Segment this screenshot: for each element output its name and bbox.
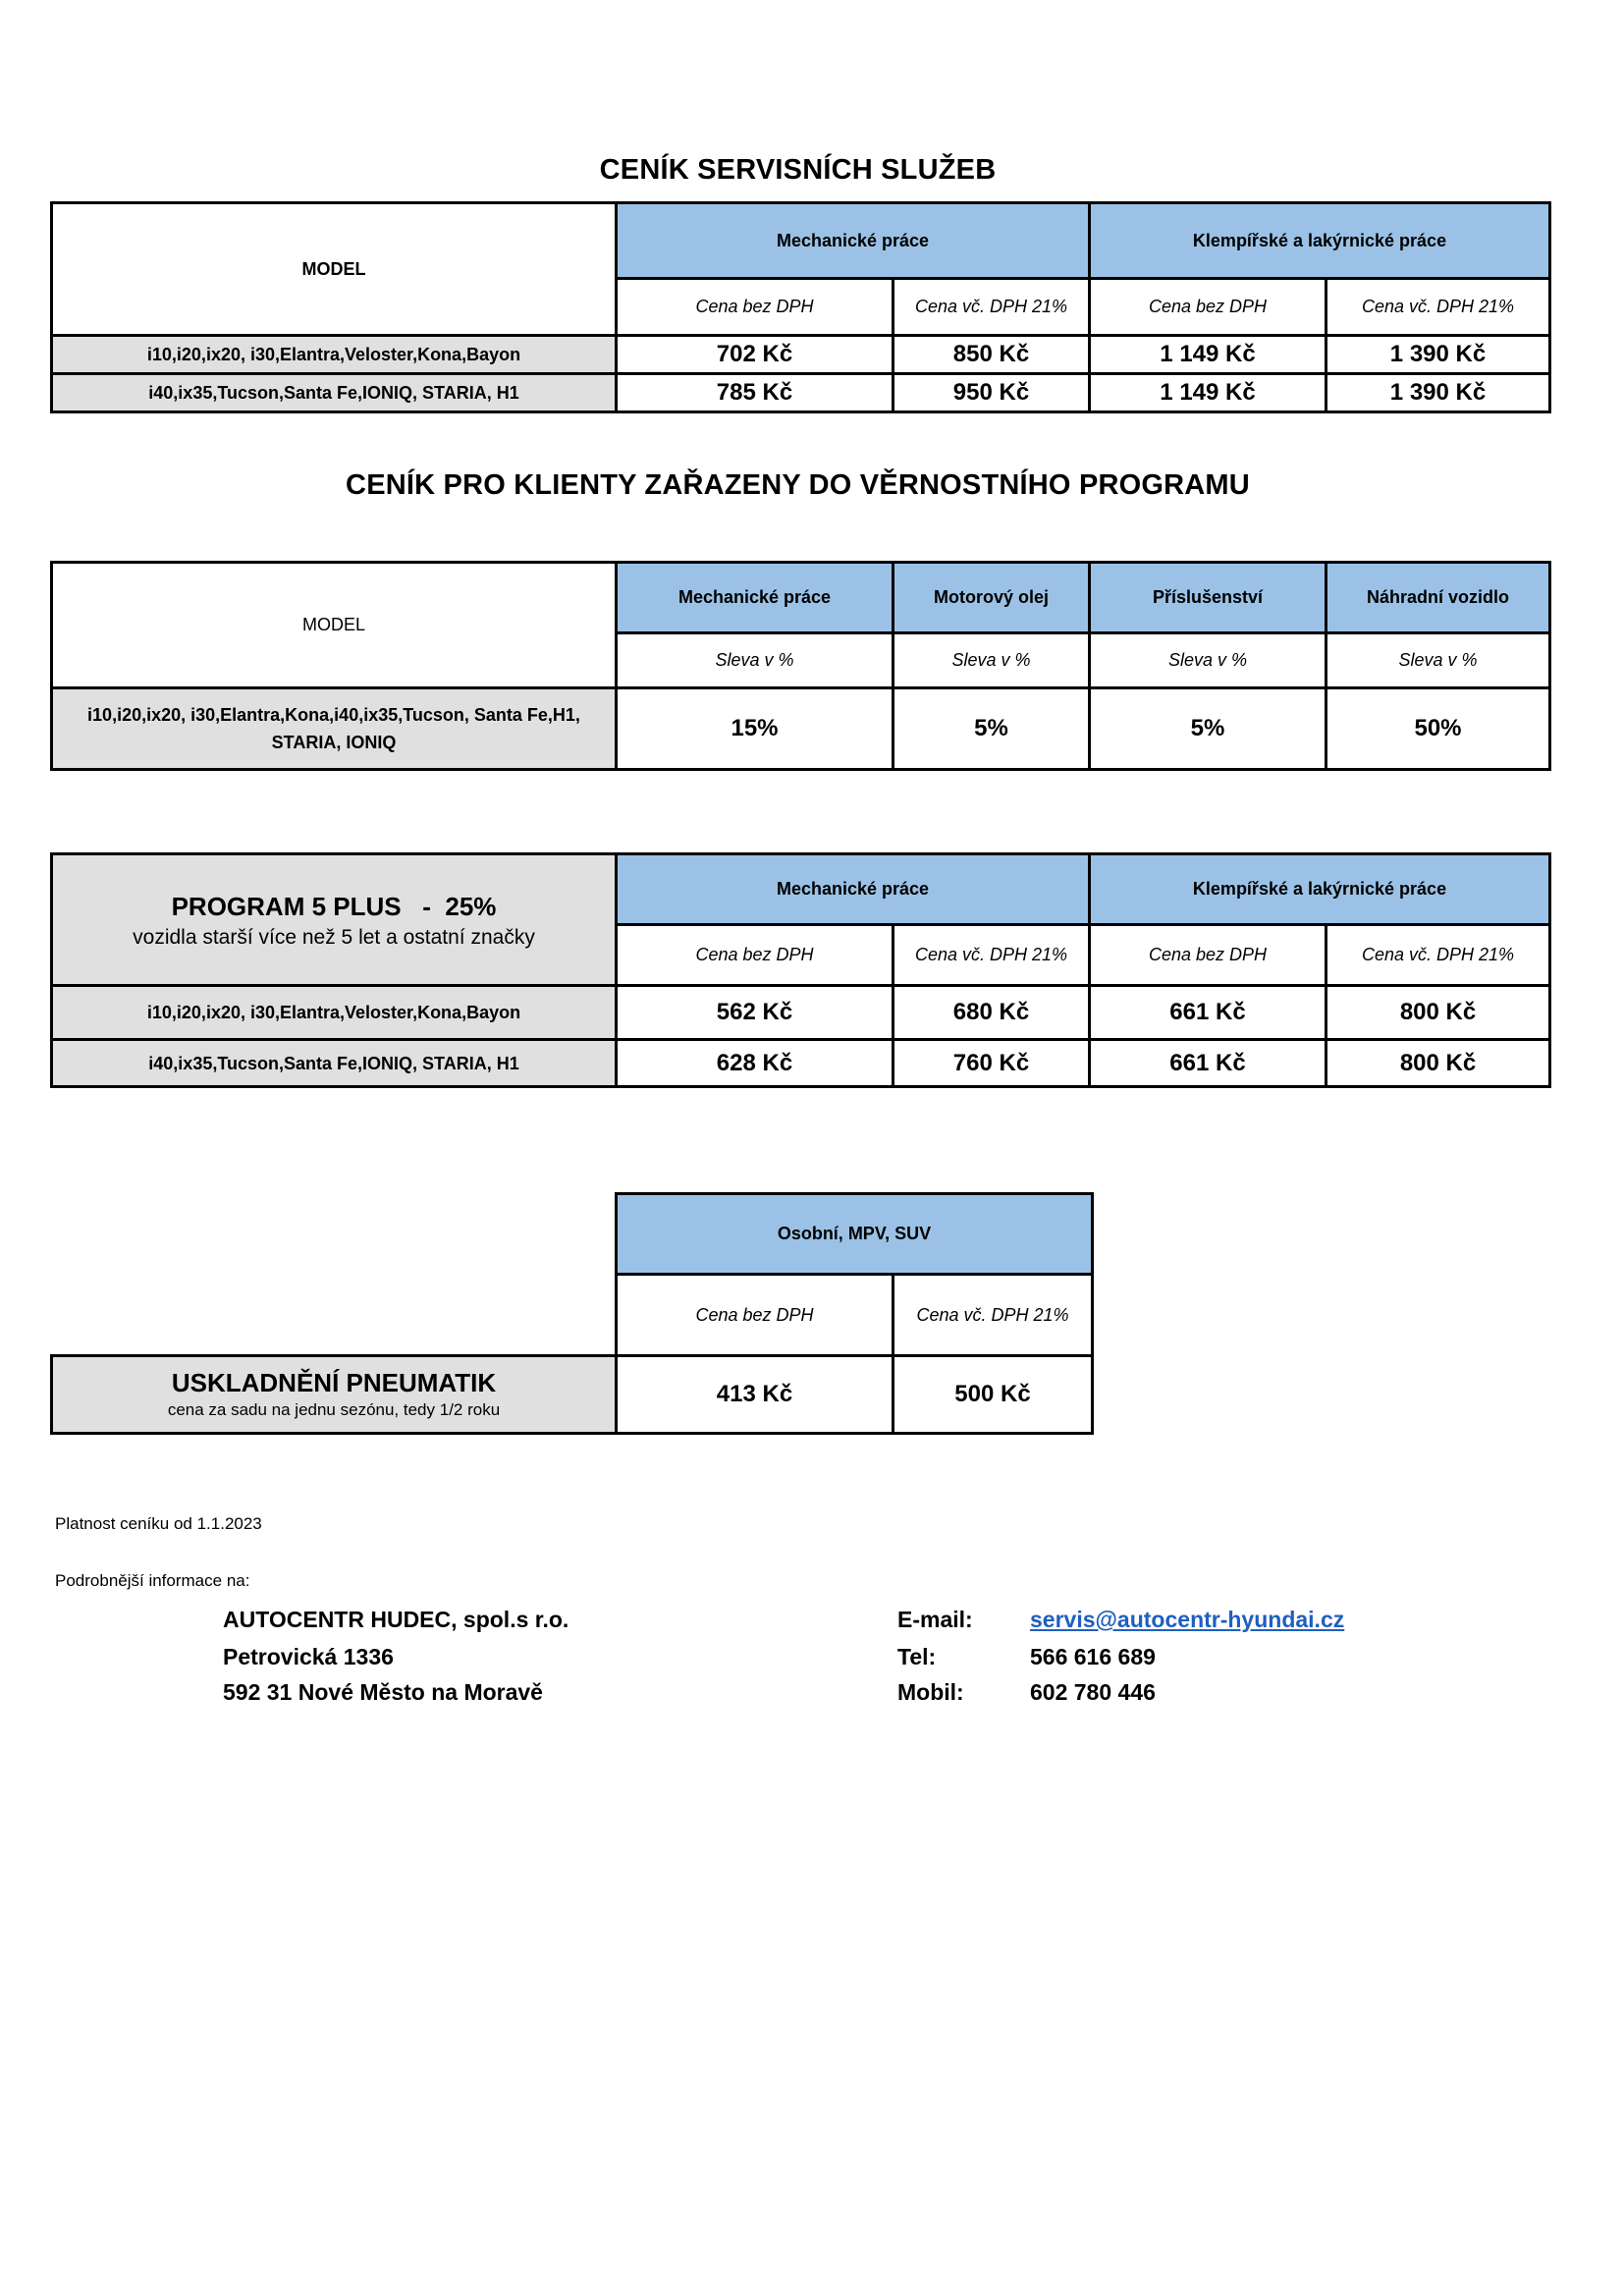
mobil-label: Mobil: [897,1679,964,1705]
price-no-vat-header: Cena bez DPH [617,1275,893,1356]
price-cell: 850 Kč [893,336,1090,374]
discount-header: Sleva v % [893,633,1090,688]
mechanical-work-header: Mechanické práce [617,563,893,633]
table-row [52,374,1550,412]
price-no-vat-header: Cena bez DPH [617,279,893,336]
price-no-vat-header: Cena bez DPH [1090,279,1326,336]
price-with-vat-header: Cena vč. DPH 21% [1326,925,1550,986]
program5-header-cell [52,854,617,986]
empty-cell [52,1194,617,1275]
program5-subtitle: vozidla starší více než 5 let a ostatní značky [133,925,535,949]
engine-oil-header: Motorový olej [893,563,1090,633]
mobil-number: 602 780 446 [1030,1679,1156,1705]
price-cell: 562 Kč [617,986,893,1040]
vehicle-type-header: Osobní, MPV, SUV [617,1194,1093,1275]
company-street: Petrovická 1336 [223,1644,394,1669]
tyre-storage-title: USKLADNĚNÍ PNEUMATIK [171,1368,497,1397]
price-with-vat-header: Cena vč. DPH 21% [1326,279,1550,336]
price-with-vat-header: Cena vč. DPH 21% [893,925,1090,986]
price-cell: 800 Kč [1326,1040,1550,1087]
price-cell: 785 Kč [617,374,893,412]
discount-header: Sleva v % [1090,633,1326,688]
empty-cell [52,1275,617,1356]
model-name: i40,ix35,Tucson,Santa Fe,IONIQ, STARIA, H1 [52,374,617,412]
replacement-vehicle-header: Náhradní vozidlo [1326,563,1550,633]
model-name: i10,i20,ix20, i30,Elantra,Veloster,Kona,Bayon [52,986,617,1040]
table-row [52,986,1550,1040]
table-row [52,688,1550,770]
price-no-vat-header: Cena bez DPH [1090,925,1326,986]
discount-cell: 5% [893,688,1090,770]
bodywork-header: Klempířské a lakýrnické práce [1090,854,1550,925]
price-cell: 1 149 Kč [1090,374,1326,412]
price-with-vat-header: Cena vč. DPH 21% [893,279,1090,336]
price-cell: 950 Kč [893,374,1090,412]
service-prices-table [50,201,1551,413]
price-cell: 413 Kč [617,1356,893,1434]
table-row [52,1356,1093,1434]
program5-table [50,852,1551,1088]
accessories-header: Příslušenství [1090,563,1326,633]
company-name: AUTOCENTR HUDEC, spol.s r.o. [223,1607,569,1632]
price-cell: 760 Kč [893,1040,1090,1087]
tyre-storage-table [50,1192,1094,1435]
price-cell: 680 Kč [893,986,1090,1040]
price-cell: 661 Kč [1090,1040,1326,1087]
company-city: 592 31 Nové Město na Moravě [223,1679,543,1705]
price-cell: 1 390 Kč [1326,374,1550,412]
discount-cell: 5% [1090,688,1326,770]
bodywork-header: Klempířské a lakýrnické práce [1090,203,1550,279]
tel-number: 566 616 689 [1030,1644,1156,1669]
discount-cell: 50% [1326,688,1550,770]
model-name: i10,i20,ix20, i30,Elantra,Kona,i40,ix35,Tucson, Santa Fe,H1, STARIA, IONIQ [52,688,617,770]
loyalty-table [50,561,1551,771]
model-name: i10,i20,ix20, i30,Elantra,Veloster,Kona,Bayon [52,336,617,374]
tyre-storage-label-cell [52,1356,617,1434]
price-cell: 628 Kč [617,1040,893,1087]
price-cell: 500 Kč [893,1356,1093,1434]
loyalty-title: CENÍK PRO KLIENTY ZAŘAZENY DO VĚRNOSTNÍHO PROGRAMU [346,469,1250,501]
email-label: E-mail: [897,1607,973,1632]
model-column-header: MODEL [52,203,617,336]
discount-cell: 15% [617,688,893,770]
price-cell: 1 149 Kč [1090,336,1326,374]
table-row [52,1040,1550,1087]
price-no-vat-header: Cena bez DPH [617,925,893,986]
discount-header: Sleva v % [617,633,893,688]
mechanical-work-header: Mechanické práce [617,203,1090,279]
model-name: i40,ix35,Tucson,Santa Fe,IONIQ, STARIA, H1 [52,1040,617,1087]
tyre-storage-subtitle: cena za sadu na jednu sezónu, tedy 1/2 roku [167,1400,501,1419]
mechanical-work-header: Mechanické práce [617,854,1090,925]
service-prices-title: CENÍK SERVISNÍCH SLUŽEB [599,154,997,186]
price-cell: 661 Kč [1090,986,1326,1040]
model-column-header: MODEL [52,563,617,688]
validity-note: Platnost ceníku od 1.1.2023 [55,1514,262,1533]
price-cell: 1 390 Kč [1326,336,1550,374]
table-row [52,336,1550,374]
more-info-note: Podrobnější informace na: [55,1571,250,1590]
price-cell: 702 Kč [617,336,893,374]
email-link[interactable]: servis@autocentr-hyundai.cz [1030,1607,1345,1632]
price-with-vat-header: Cena vč. DPH 21% [893,1275,1093,1356]
discount-header: Sleva v % [1326,633,1550,688]
tel-label: Tel: [897,1644,937,1669]
program5-title: PROGRAM 5 PLUS - 25% [171,891,497,921]
price-cell: 800 Kč [1326,986,1550,1040]
